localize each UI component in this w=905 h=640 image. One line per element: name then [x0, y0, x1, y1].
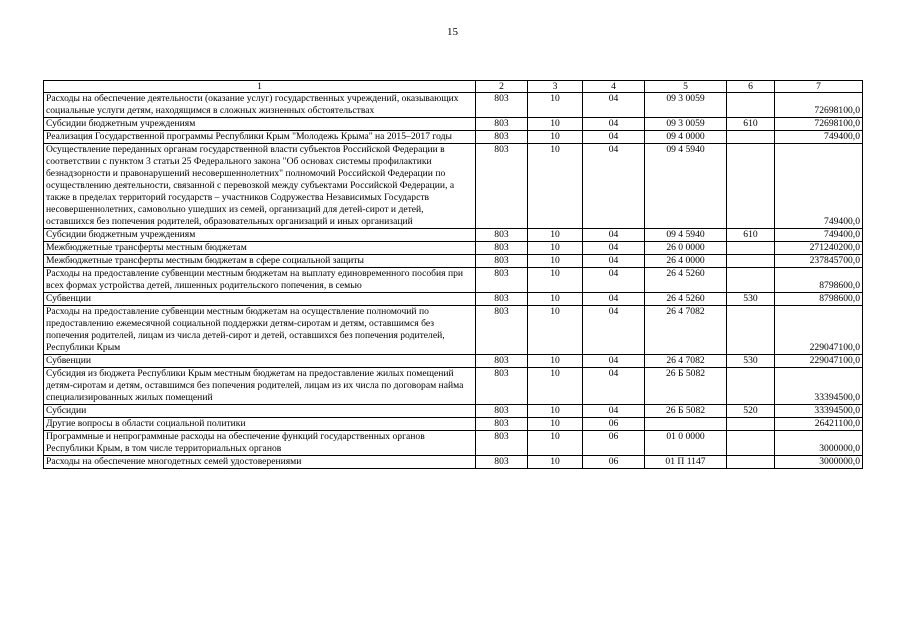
subsection-code-cell: 04 [583, 368, 645, 405]
subsection-code-cell: 04 [583, 118, 645, 131]
amount-cell: 72698100,0 [775, 118, 863, 131]
section-code-cell: 10 [528, 368, 583, 405]
item-name-cell: Субвенции [44, 293, 476, 306]
subsection-code-cell: 04 [583, 93, 645, 118]
section-code-cell: 10 [528, 306, 583, 355]
expense-type-cell [727, 306, 775, 355]
expense-type-cell [727, 456, 775, 469]
item-name-cell: Программные и непрограммные расходы на обеспечение функций государственных органов Республики Крым, в том числе территориальных органов [44, 431, 476, 456]
ministry-code-cell: 803 [476, 242, 528, 255]
expense-type-cell [727, 418, 775, 431]
section-code-cell: 10 [528, 456, 583, 469]
item-name-cell: Расходы на обеспечение многодетных семей удостоверениями [44, 456, 476, 469]
table-row [44, 144, 863, 229]
section-code-cell: 10 [528, 405, 583, 418]
item-name-cell: Субсидии бюджетным учреждениям [44, 229, 476, 242]
target-article-cell: 26 4 0000 [645, 255, 727, 268]
table-row [44, 255, 863, 268]
target-article-cell: 09 4 5940 [645, 229, 727, 242]
ministry-code-cell: 803 [476, 93, 528, 118]
item-name-cell: Другие вопросы в области социальной политики [44, 418, 476, 431]
section-code-cell: 10 [528, 229, 583, 242]
amount-cell: 749400,0 [775, 131, 863, 144]
amount-cell: 33394500,0 [775, 405, 863, 418]
target-article-cell: 09 3 0059 [645, 93, 727, 118]
subsection-code-cell: 04 [583, 355, 645, 368]
item-name-cell: Субсидия из бюджета Республики Крым местным бюджетам на предоставление жилых помещений детям-сиротам и детям, оставшимся без попечения родителей, лицам из их числа по договорам найма специализированных жилых помещений [44, 368, 476, 405]
target-article-cell [645, 418, 727, 431]
subsection-code-cell: 04 [583, 306, 645, 355]
expense-type-cell [727, 144, 775, 229]
page-number: 15 [447, 26, 458, 38]
target-article-cell: 09 3 0059 [645, 118, 727, 131]
amount-cell: 8798600,0 [775, 293, 863, 306]
table-row [44, 229, 863, 242]
section-code-cell: 10 [528, 131, 583, 144]
amount-cell: 72698100,0 [775, 93, 863, 118]
item-name-cell: Реализация Государственной программы Республики Крым "Молодежь Крыма" на 2015–2017 годы [44, 131, 476, 144]
target-article-cell: 09 4 5940 [645, 144, 727, 229]
target-article-cell: 26 0 0000 [645, 242, 727, 255]
subsection-code-cell: 04 [583, 268, 645, 293]
ministry-code-cell: 803 [476, 229, 528, 242]
amount-cell: 33394500,0 [775, 368, 863, 405]
amount-cell: 749400,0 [775, 229, 863, 242]
subsection-code-cell: 04 [583, 229, 645, 242]
item-name-cell: Межбюджетные трансферты местным бюджетам в сфере социальной защиты [44, 255, 476, 268]
ministry-code-cell: 803 [476, 255, 528, 268]
item-name-cell: Расходы на предоставление субвенции местным бюджетам на выплату единовременного пособия при всех формах устройства детей, лишенных родительского попечения, в семью [44, 268, 476, 293]
expense-type-cell: 610 [727, 229, 775, 242]
item-name-cell: Расходы на обеспечение деятельности (оказание услуг) государственных учреждений, оказывающих социальные услуги детям, находящимся в сложных жизненных обстоятельствах [44, 93, 476, 118]
amount-cell: 749400,0 [775, 144, 863, 229]
header-cell: 4 [583, 81, 645, 93]
ministry-code-cell: 803 [476, 368, 528, 405]
expense-type-cell [727, 268, 775, 293]
target-article-cell: 26 Б 5082 [645, 368, 727, 405]
table-row [44, 368, 863, 405]
subsection-code-cell: 06 [583, 418, 645, 431]
target-article-cell: 26 4 7082 [645, 355, 727, 368]
table-row [44, 418, 863, 431]
expense-type-cell: 530 [727, 355, 775, 368]
table-header-row [44, 81, 863, 93]
section-code-cell: 10 [528, 144, 583, 229]
item-name-cell: Субвенции [44, 355, 476, 368]
expense-type-cell: 530 [727, 293, 775, 306]
amount-cell: 271240200,0 [775, 242, 863, 255]
header-cell: 7 [775, 81, 863, 93]
item-name-cell: Межбюджетные трансферты местным бюджетам [44, 242, 476, 255]
ministry-code-cell: 803 [476, 118, 528, 131]
amount-cell: 8798600,0 [775, 268, 863, 293]
expense-type-cell: 610 [727, 118, 775, 131]
item-name-cell: Осуществление переданных органам государственной власти субъектов Российской Федерации в соответствии с пунктом 3 статьи 25 Федерального закона "Об основах системы профилактики безнадзорности и правонарушений несовершеннолетних" полномочий Российской Федерации по осуществлению деятельности, связанной с перевозкой между субъектами Российской Федерации, а также в пределах территорий государств – участников Содружества Независимых Государств несовершеннолетних, самовольно ушедших из семей, организаций для детей-сирот и детей, оставшихся без попечения родителей, образовательных организаций и иных организаций [44, 144, 476, 229]
section-code-cell: 10 [528, 268, 583, 293]
target-article-cell: 01 0 0000 [645, 431, 727, 456]
table-row [44, 431, 863, 456]
subsection-code-cell: 04 [583, 255, 645, 268]
ministry-code-cell: 803 [476, 144, 528, 229]
section-code-cell: 10 [528, 118, 583, 131]
section-code-cell: 10 [528, 93, 583, 118]
subsection-code-cell: 04 [583, 131, 645, 144]
expense-type-cell [727, 242, 775, 255]
budget-table [43, 80, 863, 469]
item-name-cell: Субсидии бюджетным учреждениям [44, 118, 476, 131]
section-code-cell: 10 [528, 242, 583, 255]
amount-cell: 3000000,0 [775, 431, 863, 456]
subsection-code-cell: 04 [583, 293, 645, 306]
amount-cell: 26421100,0 [775, 418, 863, 431]
amount-cell: 229047100,0 [775, 306, 863, 355]
header-cell: 3 [528, 81, 583, 93]
ministry-code-cell: 803 [476, 306, 528, 355]
ministry-code-cell: 803 [476, 131, 528, 144]
target-article-cell: 09 4 0000 [645, 131, 727, 144]
expense-type-cell: 520 [727, 405, 775, 418]
expense-type-cell [727, 93, 775, 118]
expense-type-cell [727, 368, 775, 405]
expense-type-cell [727, 255, 775, 268]
target-article-cell: 26 4 5260 [645, 293, 727, 306]
ministry-code-cell: 803 [476, 293, 528, 306]
table-row [44, 405, 863, 418]
table-row [44, 93, 863, 118]
amount-cell: 3000000,0 [775, 456, 863, 469]
ministry-code-cell: 803 [476, 268, 528, 293]
section-code-cell: 10 [528, 418, 583, 431]
subsection-code-cell: 04 [583, 405, 645, 418]
table-row [44, 268, 863, 293]
table-row [44, 456, 863, 469]
header-cell: 6 [727, 81, 775, 93]
table-row [44, 242, 863, 255]
subsection-code-cell: 04 [583, 242, 645, 255]
header-cell: 1 [44, 81, 476, 93]
target-article-cell: 01 П 1147 [645, 456, 727, 469]
table-row [44, 355, 863, 368]
section-code-cell: 10 [528, 293, 583, 306]
ministry-code-cell: 803 [476, 418, 528, 431]
section-code-cell: 10 [528, 431, 583, 456]
header-cell: 2 [476, 81, 528, 93]
table-row [44, 131, 863, 144]
target-article-cell: 26 4 5260 [645, 268, 727, 293]
table-row [44, 293, 863, 306]
section-code-cell: 10 [528, 255, 583, 268]
table-row [44, 306, 863, 355]
expense-type-cell [727, 431, 775, 456]
ministry-code-cell: 803 [476, 456, 528, 469]
ministry-code-cell: 803 [476, 431, 528, 456]
subsection-code-cell: 06 [583, 456, 645, 469]
target-article-cell: 26 4 7082 [645, 306, 727, 355]
table-row [44, 118, 863, 131]
expense-type-cell [727, 131, 775, 144]
amount-cell: 237845700,0 [775, 255, 863, 268]
item-name-cell: Субсидии [44, 405, 476, 418]
subsection-code-cell: 06 [583, 431, 645, 456]
amount-cell: 229047100,0 [775, 355, 863, 368]
ministry-code-cell: 803 [476, 405, 528, 418]
target-article-cell: 26 Б 5082 [645, 405, 727, 418]
header-cell: 5 [645, 81, 727, 93]
ministry-code-cell: 803 [476, 355, 528, 368]
section-code-cell: 10 [528, 355, 583, 368]
subsection-code-cell: 04 [583, 144, 645, 229]
item-name-cell: Расходы на предоставление субвенции местным бюджетам на осуществление полномочий по предоставлению ежемесячной социальной поддержки детям-сиротам и детям, оставшимся без попечения родителей, лицам из числа детей-сирот и детей, оставшихся без попечения родителей, Республики Крым [44, 306, 476, 355]
